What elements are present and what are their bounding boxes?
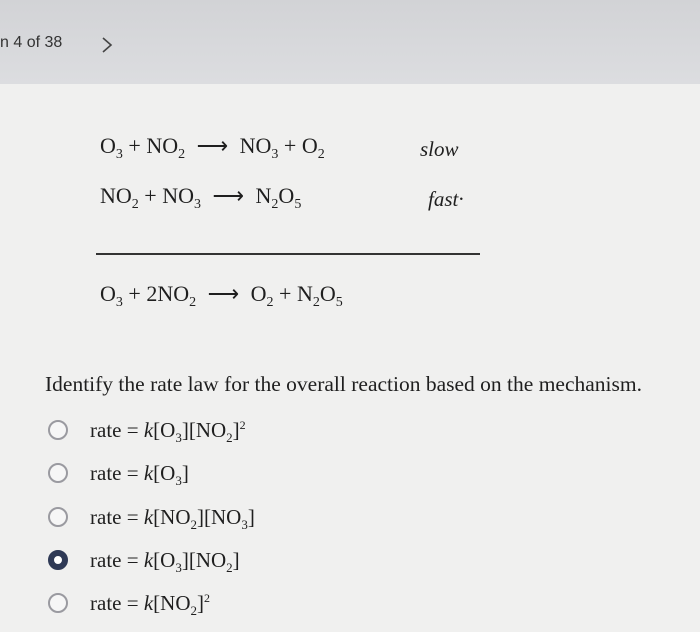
bracket: [ [153, 504, 161, 529]
equals-sign: = [126, 547, 139, 572]
formula-text: NO [157, 281, 190, 306]
plus-sign: + [128, 281, 141, 306]
subscript: 3 [175, 559, 182, 575]
formula-text: O [250, 281, 267, 306]
exponent: 2 [239, 417, 246, 432]
coefficient: 2 [146, 281, 158, 306]
radio-button[interactable] [48, 420, 68, 440]
bracket: ] [232, 417, 240, 442]
reaction-arrow: ⟶ [212, 183, 245, 208]
rate-constant: k [143, 417, 154, 442]
formula-text: NO [100, 183, 132, 208]
bracket: ] [232, 547, 240, 572]
bracket: ] [197, 590, 204, 615]
radio-button-selected[interactable] [48, 550, 68, 570]
option-label [90, 548, 240, 573]
subscript: 3 [241, 516, 248, 532]
chevron-right-icon[interactable] [98, 36, 116, 54]
plus-sign: + [128, 133, 141, 158]
formula-text: O [278, 183, 295, 208]
formula-text: O [301, 133, 318, 158]
formula-text: NO [160, 590, 191, 615]
bracket: [ [188, 547, 196, 572]
subscript: 2 [131, 197, 139, 212]
overall-reaction [100, 281, 343, 310]
bracket: [ [153, 417, 161, 442]
bracket: ] [197, 504, 204, 529]
rate-constant: k [143, 460, 154, 485]
subscript: 2 [190, 602, 197, 618]
equals-sign: = [126, 504, 139, 529]
formula-text: NO [195, 547, 227, 572]
equals-sign: = [126, 417, 139, 442]
divider-line [96, 253, 480, 255]
subscript: 2 [189, 295, 197, 310]
question-nav-bar [0, 0, 700, 84]
bracket: ] [181, 460, 189, 485]
answer-option-1[interactable] [48, 415, 368, 445]
rate-constant: k [143, 547, 154, 572]
formula-text: N [255, 183, 272, 208]
formula-text: O [319, 281, 336, 306]
answer-option-4[interactable] [48, 545, 368, 575]
bracket: [ [188, 417, 196, 442]
formula-text: O [160, 547, 176, 572]
answer-option-3[interactable] [48, 502, 368, 532]
subscript: 3 [193, 197, 201, 212]
subscript: 5 [335, 295, 343, 310]
formula-text: NO [239, 133, 272, 158]
mechanism-step-2 [100, 183, 302, 212]
plus-sign: + [283, 133, 297, 158]
option-label [90, 505, 255, 530]
subscript: 2 [190, 516, 197, 532]
radio-button[interactable] [48, 507, 68, 527]
equals-sign: = [126, 460, 139, 485]
subscript: 2 [178, 147, 186, 162]
plus-sign: + [279, 281, 292, 306]
exponent: 2 [204, 590, 210, 605]
mechanism-step-1 [100, 133, 325, 162]
answer-option-2[interactable] [48, 458, 368, 488]
subscript: 5 [294, 197, 302, 212]
subscript: 2 [317, 147, 325, 162]
formula-text: O [100, 281, 116, 306]
plus-sign: + [144, 183, 157, 208]
formula-text: NO [160, 504, 191, 529]
rate-word: rate [90, 590, 122, 615]
bracket: ] [181, 547, 189, 572]
bracket: [ [153, 547, 161, 572]
step-1-speed: slow [420, 137, 459, 161]
bracket: [ [204, 504, 211, 529]
subscript: 3 [271, 147, 279, 162]
bracket: ] [247, 504, 255, 529]
bracket: [ [153, 590, 161, 615]
subscript: 3 [115, 295, 123, 310]
subscript: 2 [266, 295, 274, 310]
option-label [90, 461, 189, 486]
rate-constant: k [143, 590, 154, 615]
step-2-speed: fast· [428, 187, 464, 211]
rate-word: rate [90, 417, 122, 442]
formula-text: O [160, 417, 176, 442]
bracket: [ [153, 460, 161, 485]
rate-constant: k [143, 504, 154, 529]
formula-text: NO [195, 417, 227, 442]
reaction-arrow: ⟶ [207, 281, 240, 306]
formula-text: NO [211, 504, 242, 529]
answer-option-5[interactable] [48, 588, 368, 618]
rate-word: rate [90, 547, 122, 572]
radio-button[interactable] [48, 463, 68, 483]
reaction-arrow: ⟶ [196, 133, 229, 158]
bracket: ] [181, 417, 189, 442]
rate-word: rate [90, 460, 122, 485]
option-label [90, 418, 246, 443]
subscript: 2 [226, 559, 233, 575]
subscript: 3 [175, 429, 182, 445]
formula-text: NO [162, 183, 194, 208]
question-counter: n 4 of 38 [0, 34, 63, 51]
formula-text: N [296, 281, 313, 306]
subscript: 2 [312, 295, 320, 310]
subscript: 3 [175, 472, 182, 488]
subscript: 3 [115, 147, 123, 162]
equals-sign: = [126, 590, 139, 615]
radio-button[interactable] [48, 593, 68, 613]
question-prompt: Identify the rate law for the overall reaction based on the mechanism. [45, 372, 642, 396]
rate-word: rate [90, 504, 122, 529]
subscript: 2 [271, 197, 279, 212]
subscript: 2 [226, 429, 233, 445]
formula-text: O [160, 460, 176, 485]
formula-text: O [100, 133, 116, 158]
option-label [90, 591, 210, 616]
formula-text: NO [146, 133, 179, 158]
